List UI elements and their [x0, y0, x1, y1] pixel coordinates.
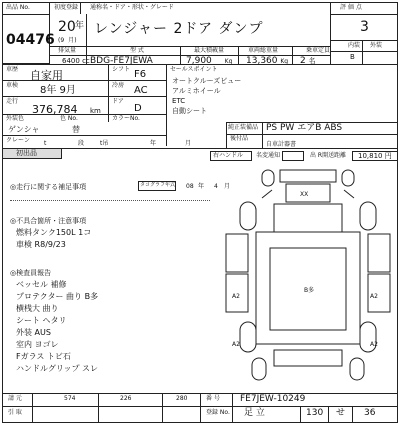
footer-label-1: 請 元	[8, 395, 22, 402]
shift: F6	[134, 69, 147, 80]
tachograph-month-unit: 月	[224, 183, 231, 190]
name-change-box	[282, 151, 304, 161]
inspector-title: ◎検査員報告	[10, 269, 52, 277]
manual-value: 自車計器書	[266, 141, 297, 148]
ac: AC	[134, 85, 148, 96]
crane-month: 月	[185, 140, 192, 147]
reg-month-wrap: (9 月)	[58, 37, 77, 44]
inspector-6: 室内 ヨゴレ	[16, 340, 59, 349]
inspection-label: 車検	[6, 82, 19, 89]
lot-number: 04476	[6, 32, 55, 48]
plate-number: 36	[364, 408, 376, 418]
inspector-3: 横桟大 曲り	[16, 304, 59, 313]
crane-year: 年	[150, 140, 157, 147]
score: 3	[360, 19, 369, 35]
model-label: 型 式	[130, 47, 144, 54]
genuine-equipment: PS PW エアB ABS	[266, 123, 343, 133]
sales-point-1: オートクルーズビュー	[172, 77, 242, 85]
inspector-1: ベッセル 補修	[16, 280, 67, 289]
first-owner-label: 初出品	[16, 149, 37, 157]
sales-point-3: ETC	[172, 97, 186, 105]
max-load-label: 最大積載量	[194, 47, 225, 54]
shift-label: シフト	[112, 66, 131, 73]
tachograph-year: 08	[186, 183, 194, 190]
footer-v2: 226	[120, 395, 132, 402]
sales-point-2: アルミホイール	[172, 87, 221, 95]
crane-unit2: 段	[78, 140, 85, 147]
gross-weight: 13,360 Kg	[246, 56, 289, 66]
mileage: 376,784	[32, 103, 78, 116]
handle-label: 右ハンドル	[213, 152, 244, 159]
car-name: レンジャー 2ドア ダンプ	[94, 21, 264, 37]
appearance-label: 外装色	[6, 115, 25, 122]
tachograph-year-unit: 年	[198, 183, 205, 190]
car-name-label: 通称名・ドア・形状・グレード	[90, 4, 174, 11]
aftermarket-label: 後付品	[230, 135, 249, 142]
max-load: 7,900 Kg	[186, 56, 233, 66]
inspector-8: ハンドルグリップ スレ	[16, 364, 99, 373]
plate-label: 登録 No.	[206, 409, 230, 416]
capacity: 2 名	[300, 56, 316, 66]
displacement-label: 排気量	[58, 47, 77, 54]
mark-bed: B多	[304, 287, 315, 294]
fuel: D	[134, 103, 142, 114]
first-reg-label: 初度登録	[54, 4, 79, 11]
defect-2: 車検 R8/9/23	[16, 240, 66, 249]
tachograph-label: タコグラフ年式	[140, 182, 176, 188]
capacity-label: 乗車定員	[306, 47, 331, 54]
footer-label-2: 引 取	[8, 409, 22, 416]
reg-month: 9	[60, 37, 65, 44]
footer-v3: 280	[176, 395, 188, 402]
inspector-2: プロテクター 曲り B多	[16, 292, 99, 301]
number-label: 番 号	[206, 395, 220, 402]
tachograph-month: 4	[214, 183, 218, 190]
reg-year-unit: 年	[75, 21, 85, 31]
interior-label: 内装	[348, 42, 361, 49]
sales-points-label: セールスポイント	[170, 66, 218, 73]
footer-v1: 574	[64, 395, 76, 402]
reg-year: 20	[58, 19, 76, 35]
displacement: 6400 cc	[62, 57, 90, 65]
plate-kana: せ	[336, 408, 346, 418]
category: 自家用	[30, 69, 63, 82]
defect-1: 燃料タンク150L 1コ	[16, 228, 92, 237]
crane-label: クレーン	[6, 137, 30, 144]
plate-class: 130	[306, 408, 324, 418]
chassis-number: FE7JEW-10249	[240, 394, 306, 404]
evaluation-title: ◎走行に関する補足事項	[10, 183, 87, 191]
inspector-5: 外装 AUS	[16, 328, 51, 337]
ac-label: 冷房	[112, 82, 125, 89]
mark-xx: XX	[300, 191, 309, 198]
reg-month-unit: 月	[68, 37, 75, 44]
door-label: ドア	[112, 98, 124, 105]
exterior-label: 外装	[370, 42, 383, 49]
mileage-unit: km	[90, 107, 101, 115]
mark-right-rear: A2	[370, 341, 378, 348]
plate-region: 足 立	[244, 408, 265, 418]
defects-title: ◎不具合箇所・注意事項	[10, 217, 87, 225]
body-color: ゲンシャ	[8, 125, 40, 134]
color-label: カラーNo.	[112, 115, 140, 122]
lot-label: 出品 No.	[6, 4, 30, 11]
sales-point-4: 自動シート	[172, 107, 207, 115]
mark-left-rear: A2	[232, 341, 240, 348]
model-code: BDG-FE7JEWA	[90, 56, 153, 66]
genuine-equipment-label: 純正装備品	[228, 124, 259, 131]
inspector-7: Fガラス トビ石	[16, 352, 71, 361]
inspector-4: シート ヘタリ	[16, 316, 67, 325]
truck-diagram	[218, 162, 396, 390]
category-label: 車歴	[6, 66, 19, 73]
inspection: 8年 9月	[40, 85, 76, 96]
color-changed: 替	[72, 125, 80, 134]
r-distance: 10,810 円	[358, 152, 392, 160]
crane-unit1: t	[44, 140, 47, 147]
interior-grade: B	[350, 53, 355, 61]
mark-left-mid: A2	[232, 293, 240, 300]
name-change-label: 名変通知	[256, 152, 281, 159]
gross-weight-label: 車両総重量	[248, 47, 279, 54]
r-distance-label: 出 R開送距離	[310, 152, 347, 159]
mark-right-mid: A2	[370, 293, 378, 300]
score-label: 評 価 点	[340, 4, 362, 11]
mileage-label: 走行	[6, 98, 19, 105]
color-no-label: 色 No.	[60, 115, 78, 122]
crane-unit3: t吊	[100, 140, 109, 147]
